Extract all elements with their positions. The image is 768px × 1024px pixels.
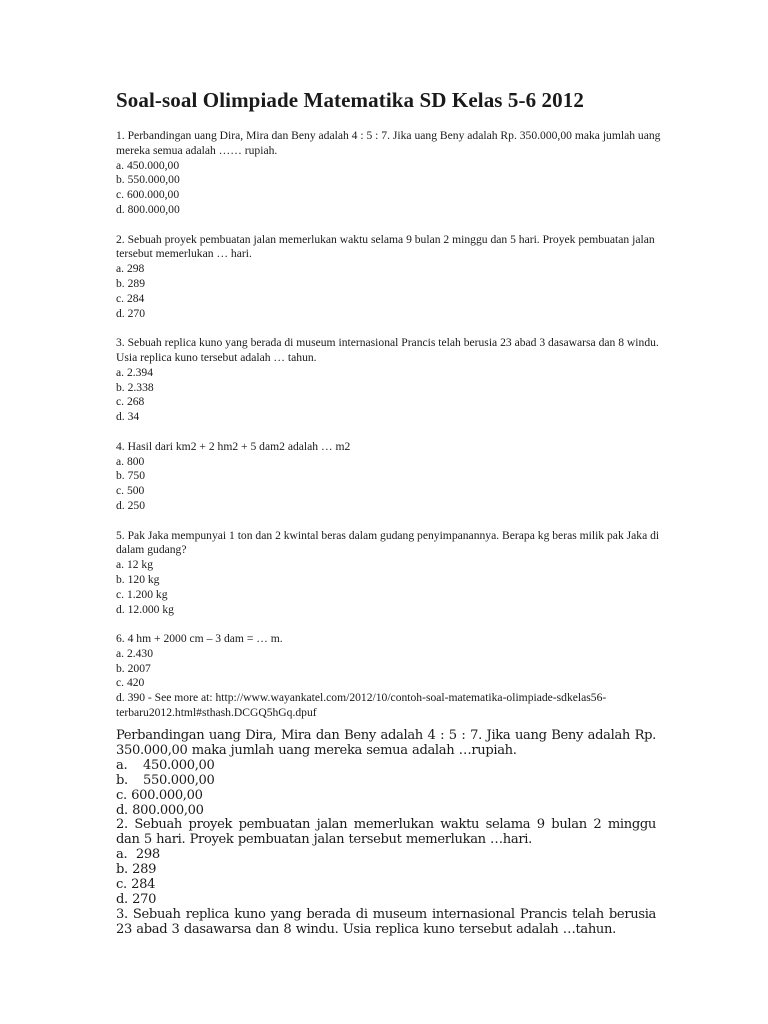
page-title: Soal-soal Olimpiade Matematika SD Kelas 5-6 2012 [116, 88, 584, 112]
question-text: 4. Hasil dari km2 + 2 hm2 + 5 dam2 adalah … m2 [116, 439, 351, 453]
question-4 [116, 440, 676, 514]
question-text: 1. Perbandingan uang Dira, Mira dan Beny adalah 4 : 5 : 7. Jika uang Beny adalah Rp. 350.000,00 maka jumlah uang mereka semua adalah …… rupiah. [116, 129, 661, 157]
option-label: d. [116, 802, 128, 818]
question-text: 3. Sebuah replica kuno yang berada di museum internasional Prancis telah berusia 23 abad 3 dasawarsa dan 8 windu. Usia replica kuno tersebut adalah …tahun. [116, 906, 656, 937]
option-label: c. [116, 787, 127, 803]
option-a: a. 12 kg [116, 558, 154, 572]
option-c: c. 284 [116, 291, 145, 305]
option-label: a. [116, 757, 128, 773]
question-3 [116, 336, 676, 425]
option-b: b. 750 [116, 469, 145, 483]
option-d: d. 250 [116, 498, 145, 512]
option-b: b. 2.338 [116, 380, 154, 394]
option-b: b. 550.000,00 [116, 173, 180, 187]
option-b: b. 289 [116, 276, 145, 290]
option-c: c. 600.000,00 [116, 188, 180, 202]
question-text: 3. Sebuah replica kuno yang berada di museum internasional Prancis telah berusia 23 abad 3 dasawarsa dan 8 windu. Usia replica kuno tersebut adalah … tahun. [116, 336, 659, 364]
option-c: c. 420 [116, 676, 145, 690]
option-a: a. 450.000,00 [116, 158, 180, 172]
option-d: d. 34 [116, 410, 140, 424]
option-d: d. 270 [116, 306, 145, 320]
option-value: 800.000,00 [132, 802, 204, 818]
question-6 [116, 632, 676, 721]
option-d: d. 270 [116, 891, 157, 907]
option-label: b. [116, 772, 128, 788]
question-text: 2. Sebuah proyek pembuatan jalan memerlukan waktu selama 9 bulan 2 minggu dan 5 hari. Proyek pembuatan jalan tersebut memerlukan … hari. [116, 232, 655, 261]
question-text: 5. Pak Jaka mempunyai 1 ton dan 2 kwintal beras dalam gudang penyimpanannya. Berapa kg beras milik pak Jaka di dalam gudang? [116, 528, 660, 557]
option-a [116, 759, 656, 774]
option-value: 450.000,00 [143, 757, 215, 773]
question-5 [116, 529, 676, 618]
option-d: d. 12.000 kg [116, 602, 174, 616]
option-a: a. 2.394 [116, 365, 154, 379]
option-a: a. 2.430 [116, 646, 154, 660]
option-b: b. 2007 [116, 661, 151, 675]
option-c: c. 284 [116, 877, 156, 893]
option-b: b. 120 kg [116, 572, 160, 586]
question-text: 6. 4 hm + 2000 cm – 3 dam = … m. [116, 632, 283, 646]
question-2 [116, 233, 676, 322]
option-value: 550.000,00 [143, 772, 215, 788]
question-text: 2. Sebuah proyek pembuatan jalan memerlukan waktu selama 9 bulan 2 minggu dan 5 hari. Proyek pembuatan jalan tersebut memerlukan …hari. [116, 817, 656, 848]
option-c [116, 789, 656, 804]
option-value: 600.000,00 [131, 787, 203, 803]
option-d-with-source: d. 390 - See more at: http://www.wayankatel.com/2012/10/contoh-soal-matematika-olimpiade-sdkelas56-terbaru2012.html#sthash.DCGQ5hGq.dpuf [116, 691, 607, 720]
question-list [116, 129, 676, 736]
option-d [116, 804, 656, 819]
option-a: a. 298 [116, 262, 145, 276]
option-d: d. 800.000,00 [116, 202, 180, 216]
option-a: a. 298 [116, 847, 160, 863]
option-a: a. 800 [116, 454, 145, 468]
repeated-question-list [116, 729, 656, 938]
option-b: b. 289 [116, 862, 157, 878]
option-b [116, 774, 656, 789]
option-c: c. 1.200 kg [116, 587, 168, 601]
option-c: c. 500 [116, 484, 145, 498]
option-c: c. 268 [116, 395, 145, 409]
question-1 [116, 129, 676, 218]
question-text: Perbandingan uang Dira, Mira dan Beny adalah 4 : 5 : 7. Jika uang Beny adalah Rp. 350.000,00 maka jumlah uang mereka semua adalah …rupiah. [116, 728, 656, 758]
